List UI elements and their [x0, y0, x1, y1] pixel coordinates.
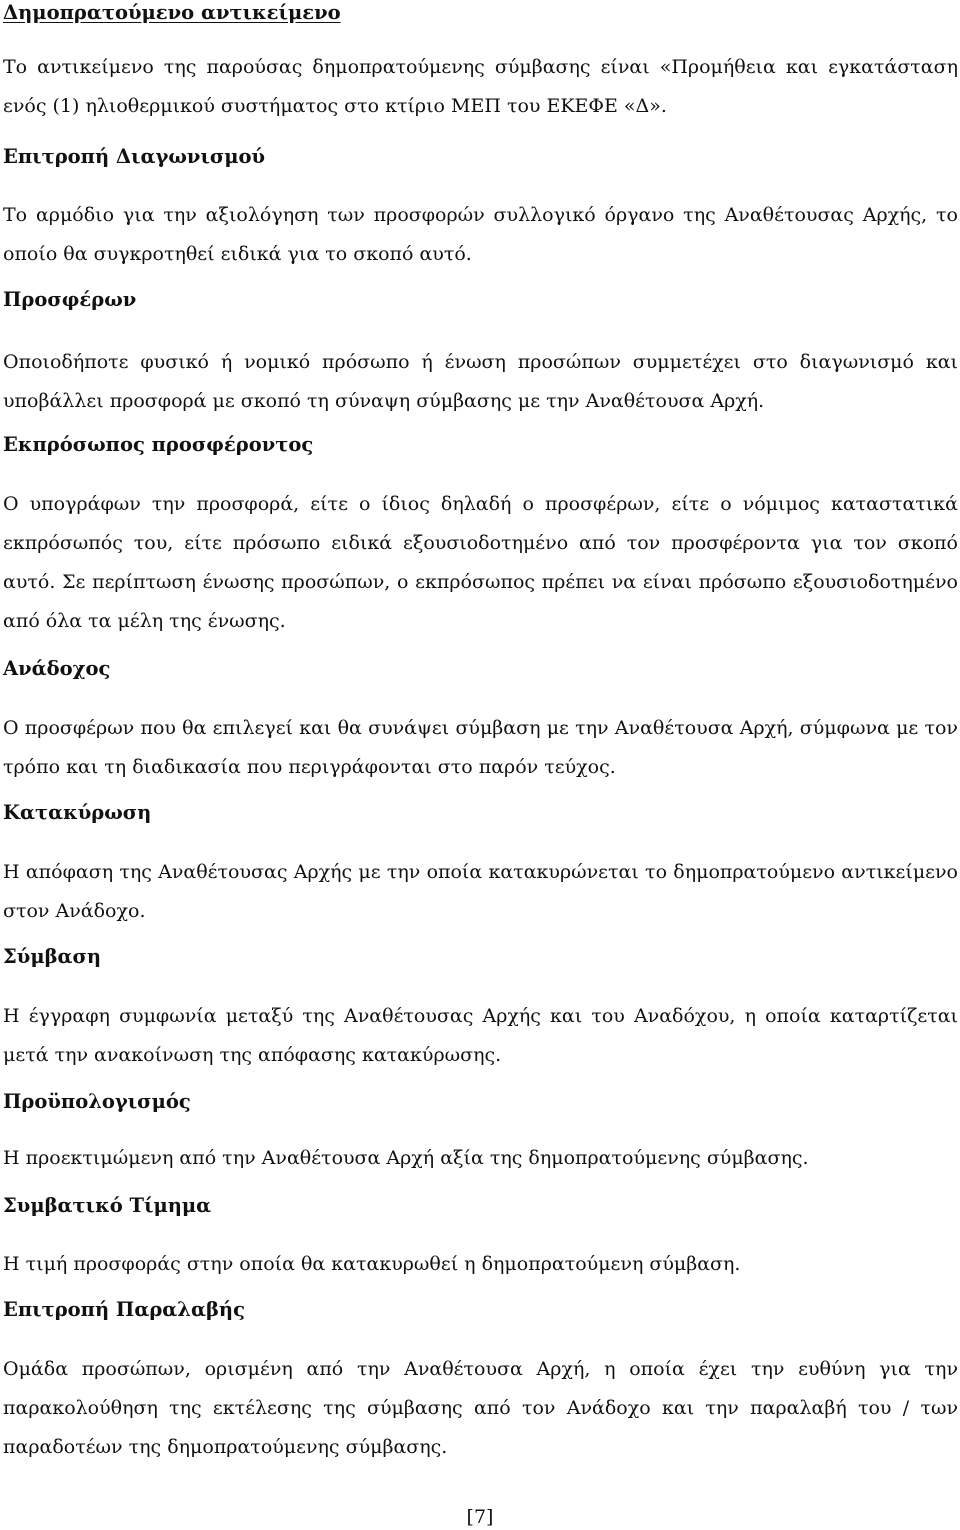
section-text: Οποιοδήποτε φυσικό ή νομικό πρόσωπο ή ένωση προσώπων συμμετέχει στο διαγωνισμό και υποβάλλει προσφορά με σκοπό τη σύναψη σύμβασης με την Αναθέτουσα Αρχή.: [3, 351, 958, 412]
section-contractor: [3, 656, 958, 787]
section-bidder: [3, 287, 958, 421]
section-auctioned-object: [3, 0, 958, 126]
section-heading: Σύμβαση: [3, 945, 102, 968]
section-contract-price: [3, 1193, 958, 1284]
section-budget: [3, 1089, 958, 1178]
section-heading: Δημοπρατούμενο αντικείμενο: [3, 1, 341, 24]
section-heading: Επιτροπή Παραλαβής: [3, 1298, 245, 1321]
section-bidder-representative: [3, 432, 958, 641]
section-text: Η απόφαση της Αναθέτουσας Αρχής με την οποία κατακυρώνεται το δημοπρατούμενο αντικείμενο στον Ανάδοχο.: [3, 861, 958, 922]
section-text: Η προεκτιμώμενη από την Αναθέτουσα Αρχή αξία της δημοπρατούμενης σύμβασης.: [3, 1147, 809, 1169]
section-text: Το αρμόδιο για την αξιολόγηση των προσφορών συλλογικό όργανο της Αναθέτουσας Αρχής, το οποίο θα συγκροτηθεί ειδικά για το σκοπό αυτό.: [3, 204, 958, 265]
section-heading: Επιτροπή Διαγωνισμού: [3, 145, 266, 168]
section-text: Η έγγραφη συμφωνία μεταξύ της Αναθέτουσας Αρχής και του Αναδόχου, η οποία καταρτίζεται μετά την ανακοίνωση της απόφασης κατακύρωσης.: [3, 1005, 958, 1066]
section-heading: Ανάδοχος: [3, 657, 111, 680]
section-text: Το αντικείμενο της παρούσας δημοπρατούμενης σύμβασης είναι «Προμήθεια και εγκατάσταση ενός (1) ηλιοθερμικού συστήματος στο κτίριο ΜΕΠ του ΕΚΕΦΕ «Δ».: [3, 56, 958, 117]
section-heading: Προϋπολογισμός: [3, 1090, 191, 1113]
section-tender-committee: [3, 144, 958, 274]
section-heading: Προσφέρων: [3, 288, 137, 311]
section-text: Η τιμή προσφοράς στην οποία θα κατακυρωθεί η δημοπρατούμενη σύμβαση.: [3, 1253, 741, 1275]
section-text: Ομάδα προσώπων, ορισμένη από την Αναθέτουσα Αρχή, η οποία έχει την ευθύνη για την παρακολούθηση της εκτέλεσης της σύμβασης από τον Ανάδοχο και την παραλαβή του / των παραδοτέων της δημοπρατούμενης σύμβασης.: [3, 1358, 958, 1458]
section-acceptance-committee: [3, 1297, 958, 1467]
section-contract: [3, 944, 958, 1075]
section-text: Ο προσφέρων που θα επιλεγεί και θα συνάψει σύμβαση με την Αναθέτουσα Αρχή, σύμφωνα με τον τρόπο και τη διαδικασία που περιγράφονται στο παρόν τεύχος.: [3, 717, 958, 778]
section-text: Ο υπογράφων την προσφορά, είτε ο ίδιος δηλαδή ο προσφέρων, είτε ο νόμιμος καταστατικά εκπρόσωπός του, είτε πρόσωπο ειδικά εξουσιοδοτημένο από τον προσφέροντα για τον σκοπό αυτό. Σε περίπτωση ένωσης προσώπων, ο εκπρόσωπος πρέπει να είναι πρόσωπο εξουσιοδοτημένο από όλα τα μέλη της ένωσης.: [3, 493, 958, 632]
section-heading: Συμβατικό Τίμημα: [3, 1194, 212, 1217]
section-award: [3, 800, 958, 931]
section-heading: Κατακύρωση: [3, 801, 152, 824]
page-number: [7]: [466, 1506, 494, 1528]
section-heading: Εκπρόσωπος προσφέροντος: [3, 433, 314, 456]
